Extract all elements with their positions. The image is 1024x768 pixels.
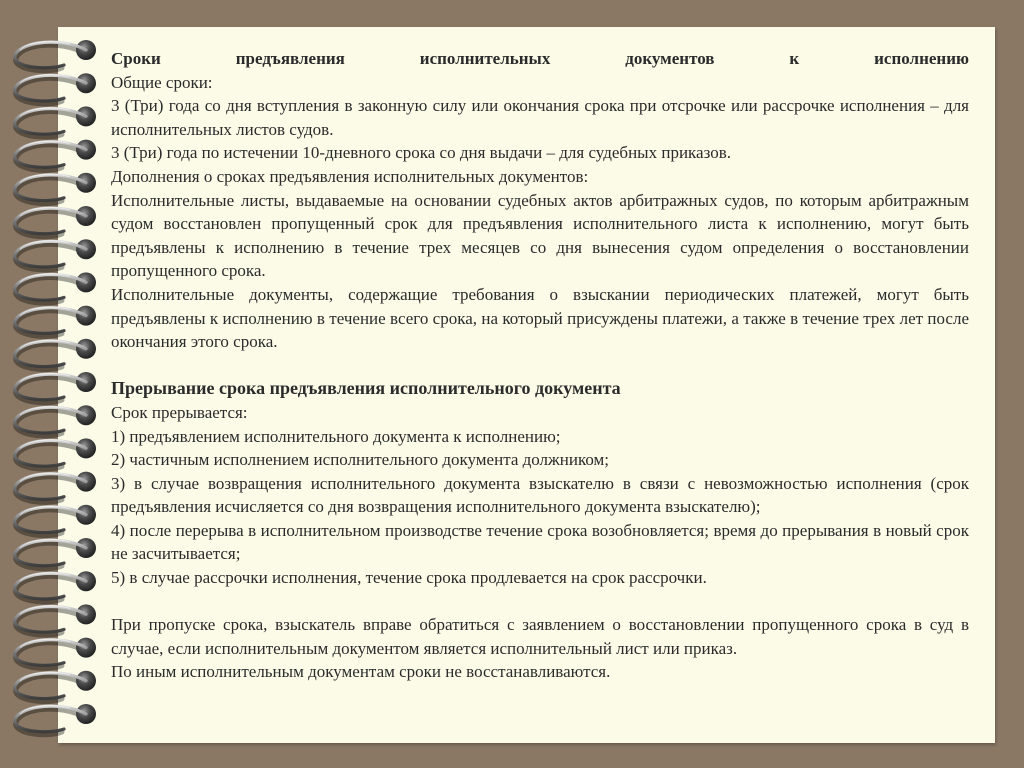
restoration-paragraph: По иным исполнительным документам сроки не восстанавливаются. [111,662,611,682]
spiral-binding-ring-icon [15,272,96,303]
spiral-binding-ring-icon [15,40,96,71]
list-item: 5) в случае рассрочки исполнения, течение срока продлевается на срок рассрочки. [111,568,707,588]
spiral-binding-ring-icon [15,604,96,635]
list-item: 3) в случае возвращения исполнительного документа взыскателю в связи с невозможностью исполнения (срок предъявления исчисляется со дня возвращения исполнительного документа взыскателю); [111,473,969,517]
spiral-binding-ring-icon [15,671,96,702]
restoration-paragraph: При пропуске срока, взыскатель вправе обратиться с заявлением о восстановлении пропущенного срока в суд в случае, если исполнительным документом является исполнительный лист или приказ. [111,615,969,658]
spiral-binding-ring-icon [15,140,96,171]
spiral-binding-ring-icon [15,206,96,237]
spiral-binding-ring-icon [15,73,96,104]
addition-paragraph: Исполнительные листы, выдаваемые на основании судебных актов арбитражных судов, по которым арбитражным судом восстановлен пропущенный срок для предъявления исполнительного листа к исполнению, могут быть предъявлены к исполнению в течение трех месяцев со дня вынесения судом определения о восстановлении пропущенного срока. [111,190,969,281]
spiral-binding-ring-icon [15,306,96,337]
list-item: 1) предъявлением исполнительного документа к исполнению; [111,426,561,446]
spiral-binding-ring-icon [15,538,96,569]
spiral-binding-ring-icon [15,339,96,370]
spiral-binding-ring-icon [15,438,96,469]
addition-paragraph: Исполнительные документы, содержащие требования о взыскании периодических платежей, могут быть предъявлены к исполнению в течение всего срока, на который присуждены платежи, а также в течение трех лет после окончания этого срока. [111,284,969,352]
spacer [111,354,969,378]
interruption-intro: Срок прерывается: [111,402,248,422]
list-item: 2) частичным исполнением исполнительного документа должником; [111,450,610,470]
general-deadlines-label: Общие сроки: [111,72,213,92]
general-deadline-paragraph: 3 (Три) года со дня вступления в законную силу или окончания срока при отсрочке или рассрочке исполнения – для исполнительных листов судов. [111,96,969,139]
section-title-deadlines: Сроки предъявления исполнительных документов к исполнению [111,49,969,68]
spacer [111,590,969,614]
general-deadline-paragraph: 3 (Три) года по истечении 10-дневного срока со дня выдачи – для судебных приказов. [111,143,731,163]
spiral-binding-ring-icon [15,638,96,669]
spiral-binding-ring-icon [15,571,96,602]
spiral-binding-ring-icon [15,173,96,204]
spiral-binding-ring-icon [15,505,96,536]
spiral-binding-ring-icon [15,704,96,735]
list-item: 4) после перерыва в исполнительном производстве течение срока возобновляется; время до прерывания в новый срок не засчитывается; [111,520,969,564]
spiral-binding [0,0,120,768]
spiral-binding-ring-icon [15,372,96,403]
section-title-interruption: Прерывание срока предъявления исполнительного документа [111,378,621,399]
spiral-binding-ring-icon [15,405,96,436]
additions-label: Дополнения о сроках предъявления исполнительных документов: [111,166,589,186]
spiral-binding-ring-icon [15,106,96,137]
spiral-binding-ring-icon [15,472,96,503]
spiral-binding-ring-icon [15,239,96,270]
document-body [111,47,969,684]
